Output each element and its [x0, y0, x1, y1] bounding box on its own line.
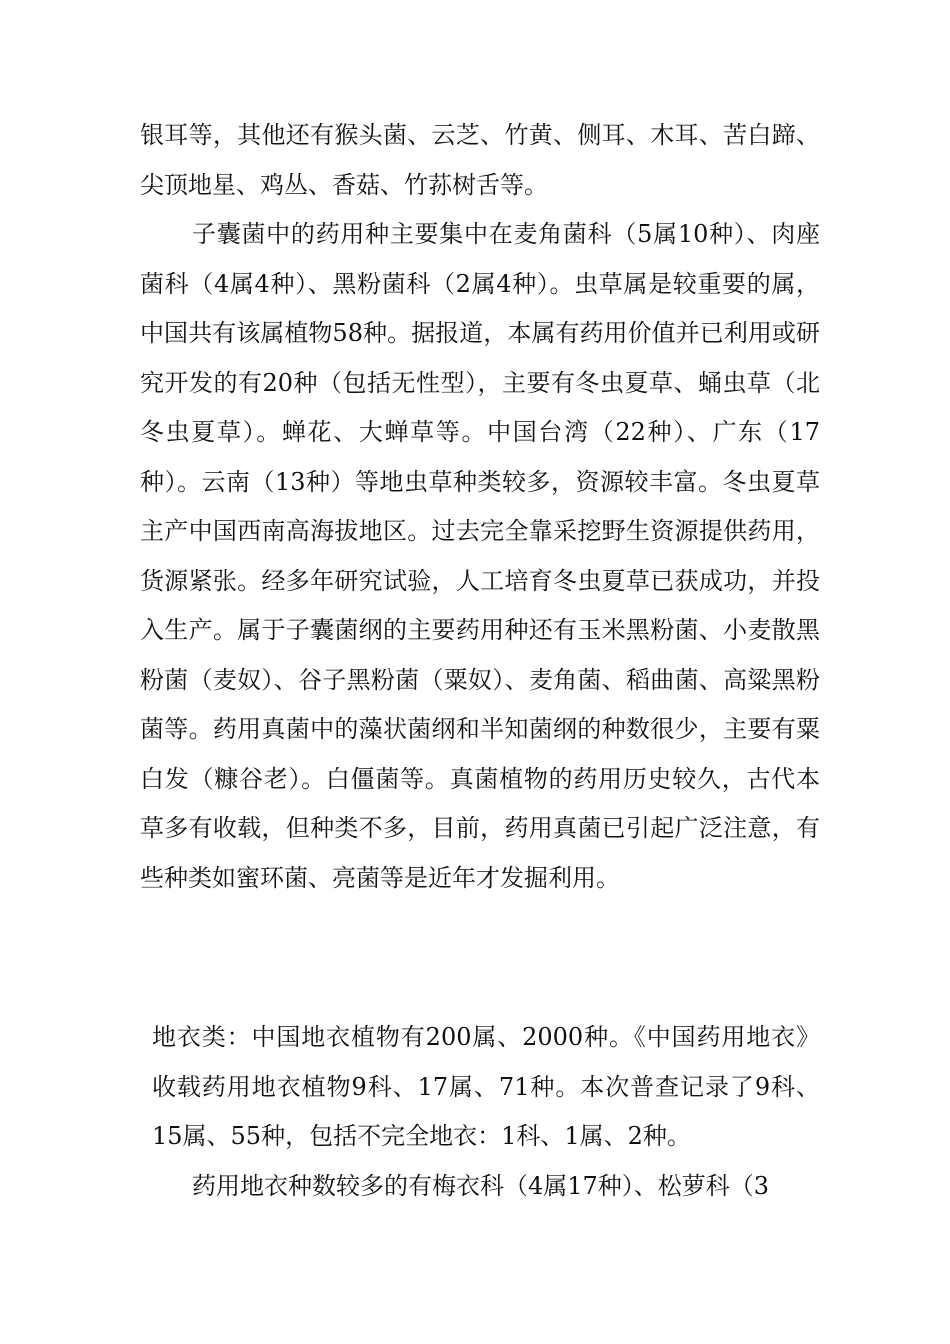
paragraph-lichens-families: 药用地衣种数较多的有梅衣科（4属17种）、松萝科（3	[192, 1171, 770, 1200]
text-section-lichens	[140, 1013, 820, 1211]
text-section-fungi	[140, 111, 820, 903]
paragraph-fungi-continued: 银耳等，其他还有猴头菌、云芝、竹黄、侧耳、木耳、苦白蹄、尖顶地星、鸡丛、香菇、竹荪树舌等。	[140, 121, 820, 199]
paragraph-ascomycetes: 子囊菌中的药用种主要集中在麦角菌科（5属10种）、肉座菌科（4属4种）、黑粉菌科（2属4种）。虫草属是较重要的属，中国共有该属植物58种。据报道，本属有药用价值并已利用或研究开发的有20种（包括无性型），主要有冬虫夏草、蛹虫草（北冬虫夏草）。蝉花、大蝉草等。中国台湾（22种）、广东（17种）。云南（13种）等地虫草种类较多，资源较丰富。冬虫夏草主产中国西南高海拔地区。过去完全靠采挖野生资源提供药用，货源紧张。经多年研究试验，人工培育冬虫夏草已获成功，并投入生产。属于子囊菌纲的主要药用种还有玉米黑粉菌、小麦散黑粉菌（麦奴）、谷子黑粉菌（粟奴）、麦角菌、稻曲菌、高粱黑粉菌等。药用真菌中的藻状菌纲和半知菌纲的种数很少，主要有粟白发（糠谷老）。白僵菌等。真菌植物的药用历史较久，古代本草多有收载，但种类不多，目前，药用真菌已引起广泛注意，有些种类如蜜环菌、亮菌等是近年才发掘利用。	[140, 220, 820, 892]
paragraph-lichens-intro: 地衣类：中国地衣植物有200属、2000种。《中国药用地衣》收载药用地衣植物9科、17属、71种。本次普查记录了9科、15属、55种，包括不完全地衣：1科、1属、2种。	[152, 1023, 820, 1150]
